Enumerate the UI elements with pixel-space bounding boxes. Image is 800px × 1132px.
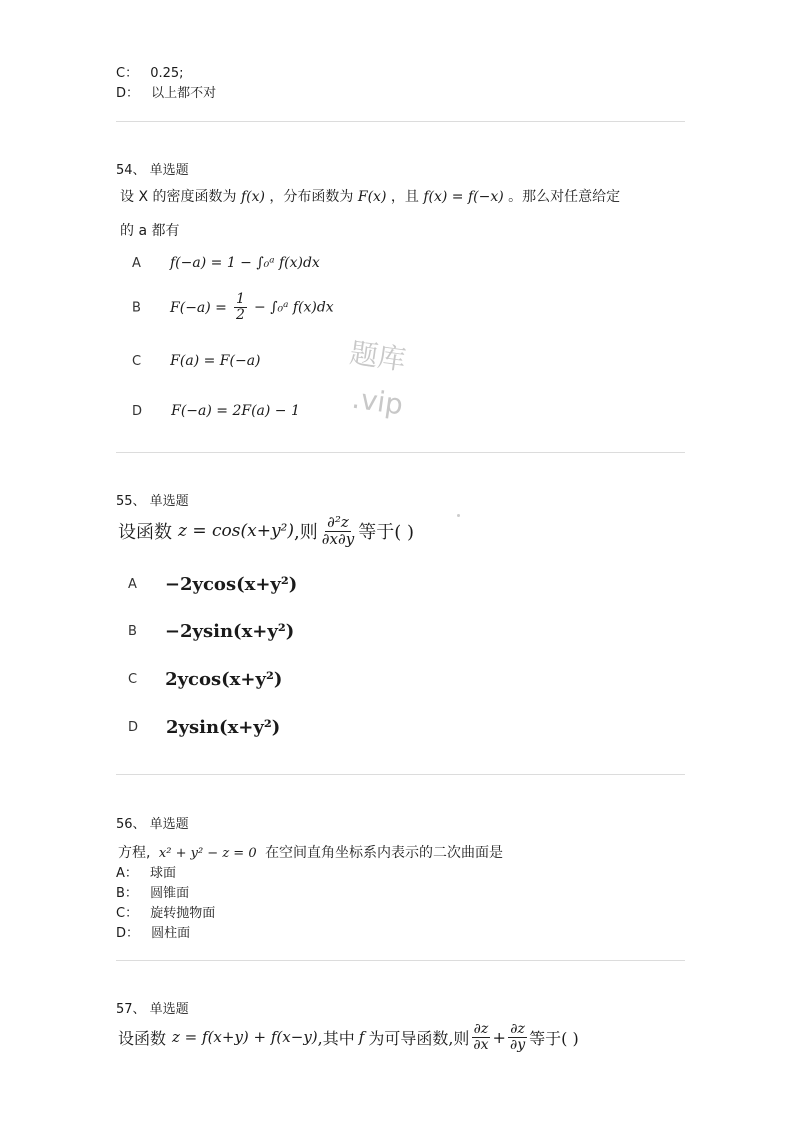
option-text: 圆锥面: [150, 886, 190, 901]
option-text: 以上都不对: [151, 86, 217, 101]
option-formula: F(−a) = 2F(a) − 1: [171, 403, 300, 419]
stem-math: f(x): [240, 189, 265, 205]
q55-option-a: [128, 574, 297, 595]
option-formula: f(−a) = 1 − ∫₀ᵃ f(x)dx: [170, 255, 320, 271]
q56-option-d: [116, 922, 190, 941]
fraction: [471, 1022, 490, 1052]
option-formula-lhs: F(−a) =: [170, 299, 227, 316]
q54-title: 54、 单选题: [116, 163, 189, 178]
fraction-denominator: ∂x: [473, 1036, 489, 1053]
option-text: 旋转抛物面: [150, 906, 216, 921]
q54-option-c: [132, 350, 261, 369]
q53-option-c: [116, 62, 184, 81]
stem-text: 为可导函数,则: [368, 1028, 470, 1048]
stem-text: ,其中: [317, 1028, 355, 1048]
q54-stem-line2: 的 a 都有: [120, 223, 180, 239]
divider: [116, 960, 685, 961]
option-letter: C：: [116, 66, 139, 81]
option-letter: B：: [116, 886, 138, 901]
q54-stem-line1: [120, 186, 620, 206]
fraction: [320, 515, 356, 548]
option-letter: C: [132, 354, 142, 369]
option-formula: F(a) = F(−a): [170, 353, 261, 369]
q54-option-a: [132, 252, 320, 271]
option-formula-rhs: − ∫₀ᵃ f(x)dx: [254, 299, 334, 316]
option-text: 0.25;: [150, 66, 184, 81]
watermark-text: 题库: [347, 336, 408, 377]
q56-option-c: [116, 902, 215, 921]
stem-text: 等于( ): [529, 1028, 579, 1048]
q53-option-d: [116, 82, 216, 101]
q55-stem: [118, 515, 414, 548]
stem-text: ,则: [294, 522, 318, 544]
divider: [116, 774, 685, 775]
option-formula: 2ysin(x+y²): [166, 717, 281, 738]
q54-option-d: [132, 400, 300, 419]
stem-text: 等于( ): [358, 522, 414, 544]
q55-option-b: [128, 621, 294, 642]
fraction-numerator: 1: [236, 291, 245, 307]
option-letter: A：: [116, 866, 138, 881]
stem-text: 方程,: [118, 845, 151, 861]
fraction-numerator: ∂z: [473, 1021, 489, 1037]
q57-stem: [118, 1022, 579, 1052]
option-letter: B: [132, 300, 141, 316]
stem-text: 设函数: [118, 1028, 167, 1048]
fraction-numerator: ∂²z: [327, 513, 349, 531]
option-letter: D：: [116, 86, 140, 101]
speck: [457, 514, 460, 517]
q57-title: 57、 单选题: [116, 1002, 189, 1017]
divider: [116, 452, 685, 453]
stem-text: 在空间直角坐标系内表示的二次曲面是: [265, 845, 504, 861]
stem-math: z = cos(x+y²): [178, 521, 295, 542]
option-text: 圆柱面: [151, 926, 191, 941]
stem-math: f(x) = f(−x): [423, 189, 504, 205]
fraction-denominator: ∂y: [509, 1036, 526, 1053]
q55-option-d: [128, 717, 280, 738]
option-letter: D: [132, 404, 143, 419]
stem-text: 。那么对任意给定: [508, 189, 621, 205]
fraction-numerator: ∂z: [510, 1021, 525, 1037]
stem-math: F(x): [357, 189, 387, 205]
option-letter: C: [128, 672, 138, 687]
plus-sign: +: [492, 1027, 506, 1047]
option-letter: D: [128, 720, 139, 735]
option-formula: −2ycos(x+y²): [164, 574, 298, 595]
stem-text: ，且: [390, 189, 419, 205]
stem-text: ，分布函数为: [269, 189, 354, 205]
stem-text: 设函数: [118, 522, 172, 544]
fraction: [508, 1022, 527, 1052]
q56-title: 56、 单选题: [116, 817, 189, 832]
stem-math: f: [358, 1028, 365, 1047]
stem-text: 设 X 的密度函数为: [120, 189, 237, 205]
q56-stem: [118, 842, 503, 862]
option-letter: A: [132, 256, 141, 271]
q55-option-c: [128, 669, 282, 690]
option-letter: A: [128, 577, 137, 592]
q56-option-b: [116, 882, 189, 901]
option-formula: 2ycos(x+y²): [165, 669, 283, 690]
option-text: 球面: [150, 866, 177, 881]
stem-math: z = f(x+y) + f(x−y): [172, 1028, 318, 1047]
option-formula: −2ysin(x+y²): [164, 621, 295, 642]
fraction-denominator: 2: [236, 306, 245, 323]
q56-option-a: [116, 862, 176, 881]
q54-option-b: [132, 292, 334, 322]
option-letter: C：: [116, 906, 139, 921]
option-letter: D：: [116, 926, 140, 941]
fraction-denominator: ∂x∂y: [321, 529, 355, 548]
divider: [116, 121, 685, 122]
option-letter: B: [128, 624, 137, 639]
q55-title: 55、 单选题: [116, 494, 189, 509]
stem-math: x² + y² − z = 0: [158, 846, 257, 861]
watermark-text: .vip: [349, 381, 406, 422]
fraction: [234, 292, 247, 322]
